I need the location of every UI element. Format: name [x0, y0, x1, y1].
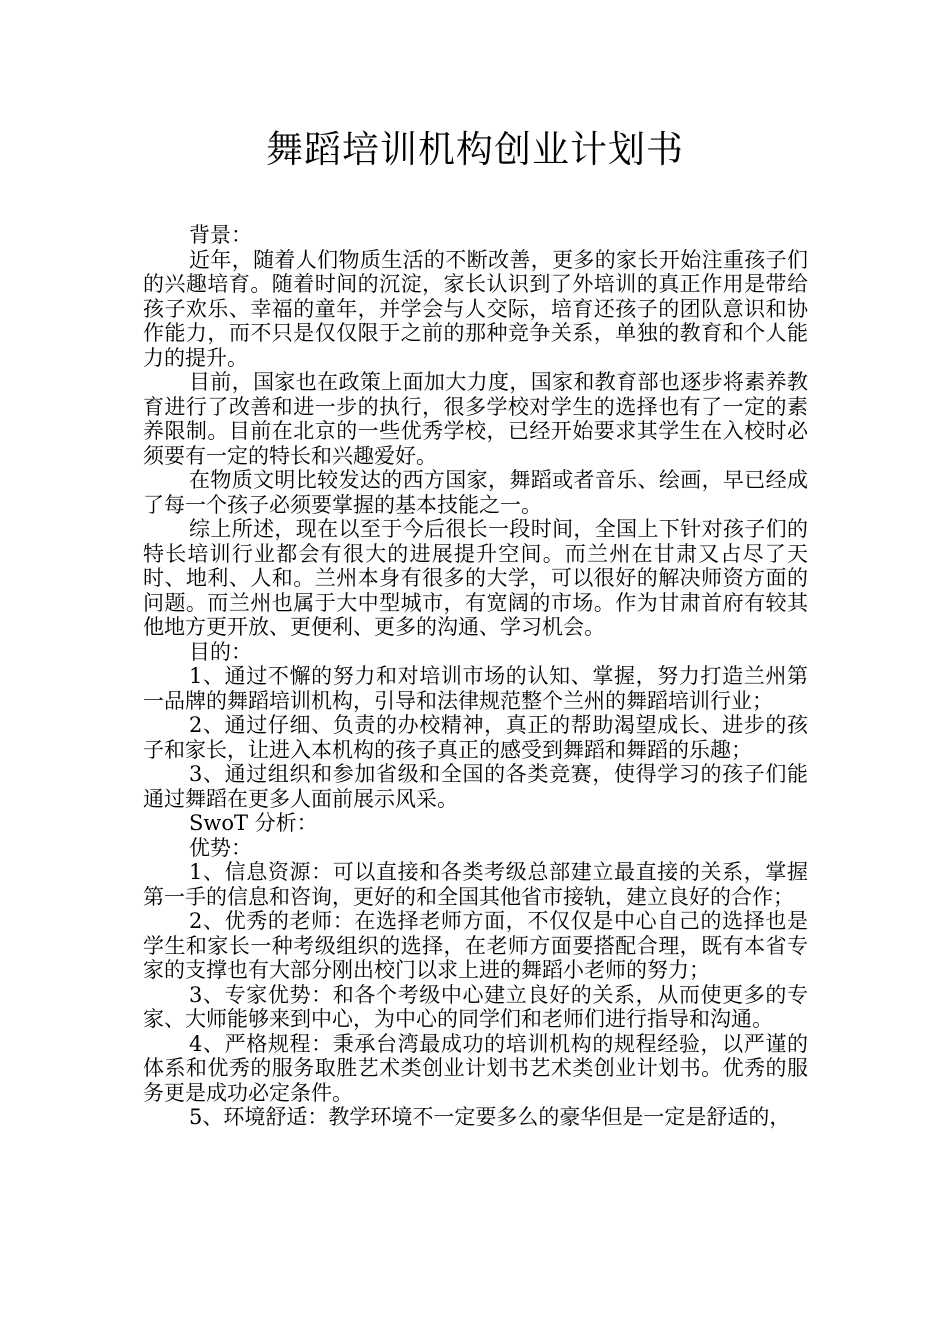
paragraph: 2、优秀的老师：在选择老师方面，不仅仅是中心自己的选择也是学生和家长一种考级组织的选择，在老师方面要搭配合理，既有本省专家的支撑也有大部分刚出校门以求上进的舞蹈小老师的努力；: [143, 909, 808, 982]
paragraph: 1、通过不懈的努力和对培训市场的认知、掌握，努力打造兰州第一品牌的舞蹈培训机构，引导和法律规范整个兰州的舞蹈培训行业；: [143, 664, 808, 713]
paragraph: 目前，国家也在政策上面加大力度，国家和教育部也逐步将素养教育进行了改善和进一步的执行，很多学校对学生的选择也有了一定的素养限制。目前在北京的一些优秀学校，已经开始要求其学生在入校时必须要有一定的特长和兴趣爱好。: [143, 370, 808, 468]
paragraph: 在物质文明比较发达的西方国家，舞蹈或者音乐、绘画，早已经成了每一个孩子必须要掌握的基本技能之一。: [143, 468, 808, 517]
paragraph: 3、专家优势：和各个考级中心建立良好的关系，从而使更多的专家、大师能够来到中心，为中心的同学们和老师们进行指导和沟通。: [143, 982, 808, 1031]
paragraph: 1、信息资源：可以直接和各类考级总部建立最直接的关系，掌握第一手的信息和咨询，更好的和全国其他省市接轨，建立良好的合作；: [143, 860, 808, 909]
document-title: 舞蹈培训机构创业计划书: [266, 128, 684, 171]
paragraph-purpose-heading: 目的：: [189, 639, 252, 664]
paragraph: 近年，随着人们物质生活的不断改善，更多的家长开始注重孩子们的兴趣培育。随着时间的沉淀，家长认识到了外培训的真正作用是带给孩子欢乐、幸福的童年，并学会与人交际，培育还孩子的团队意识和协作能力，而不只是仅仅限于之前的那种竞争关系，单独的教育和个人能力的提升。: [143, 247, 808, 370]
paragraph-strengths-heading: 优势：: [189, 835, 252, 860]
paragraph-background-heading: 背景：: [189, 223, 252, 247]
paragraph: 2、通过仔细、负责的办校精神，真正的帮助渴望成长、进步的孩子和家长，让进入本机构的孩子真正的感受到舞蹈和舞蹈的乐趣；: [143, 713, 808, 762]
paragraph: 3、通过组织和参加省级和全国的各类竞赛，使得学习的孩子们能通过舞蹈在更多人面前展示风采。: [143, 762, 808, 811]
paragraph: 4、严格规程：秉承台湾最成功的培训机构的规程经验，以严谨的体系和优秀的服务取胜艺术类创业计划书艺术类创业计划书。优秀的服务更是成功必定条件。: [143, 1031, 808, 1105]
document-body: [143, 223, 808, 1130]
paragraph: 综上所述，现在以至于今后很长一段时间，全国上下针对孩子们的特长培训行业都会有很大的进展提升空间。而兰州在甘肃又占尽了天时、地利、人和。兰州本身有很多的大学，可以很好的解决师资方面的问题。而兰州也属于大中型城市，有宽阔的市场。作为甘肃首府有较其他地方更开放、更便利、更多的沟通、学习机会。: [143, 517, 808, 639]
paragraph-swot-heading: SwoT 分析：: [189, 811, 318, 835]
paragraph: 5、环境舒适：教学环境不一定要多么的豪华但是一定是舒适的，: [189, 1105, 791, 1129]
